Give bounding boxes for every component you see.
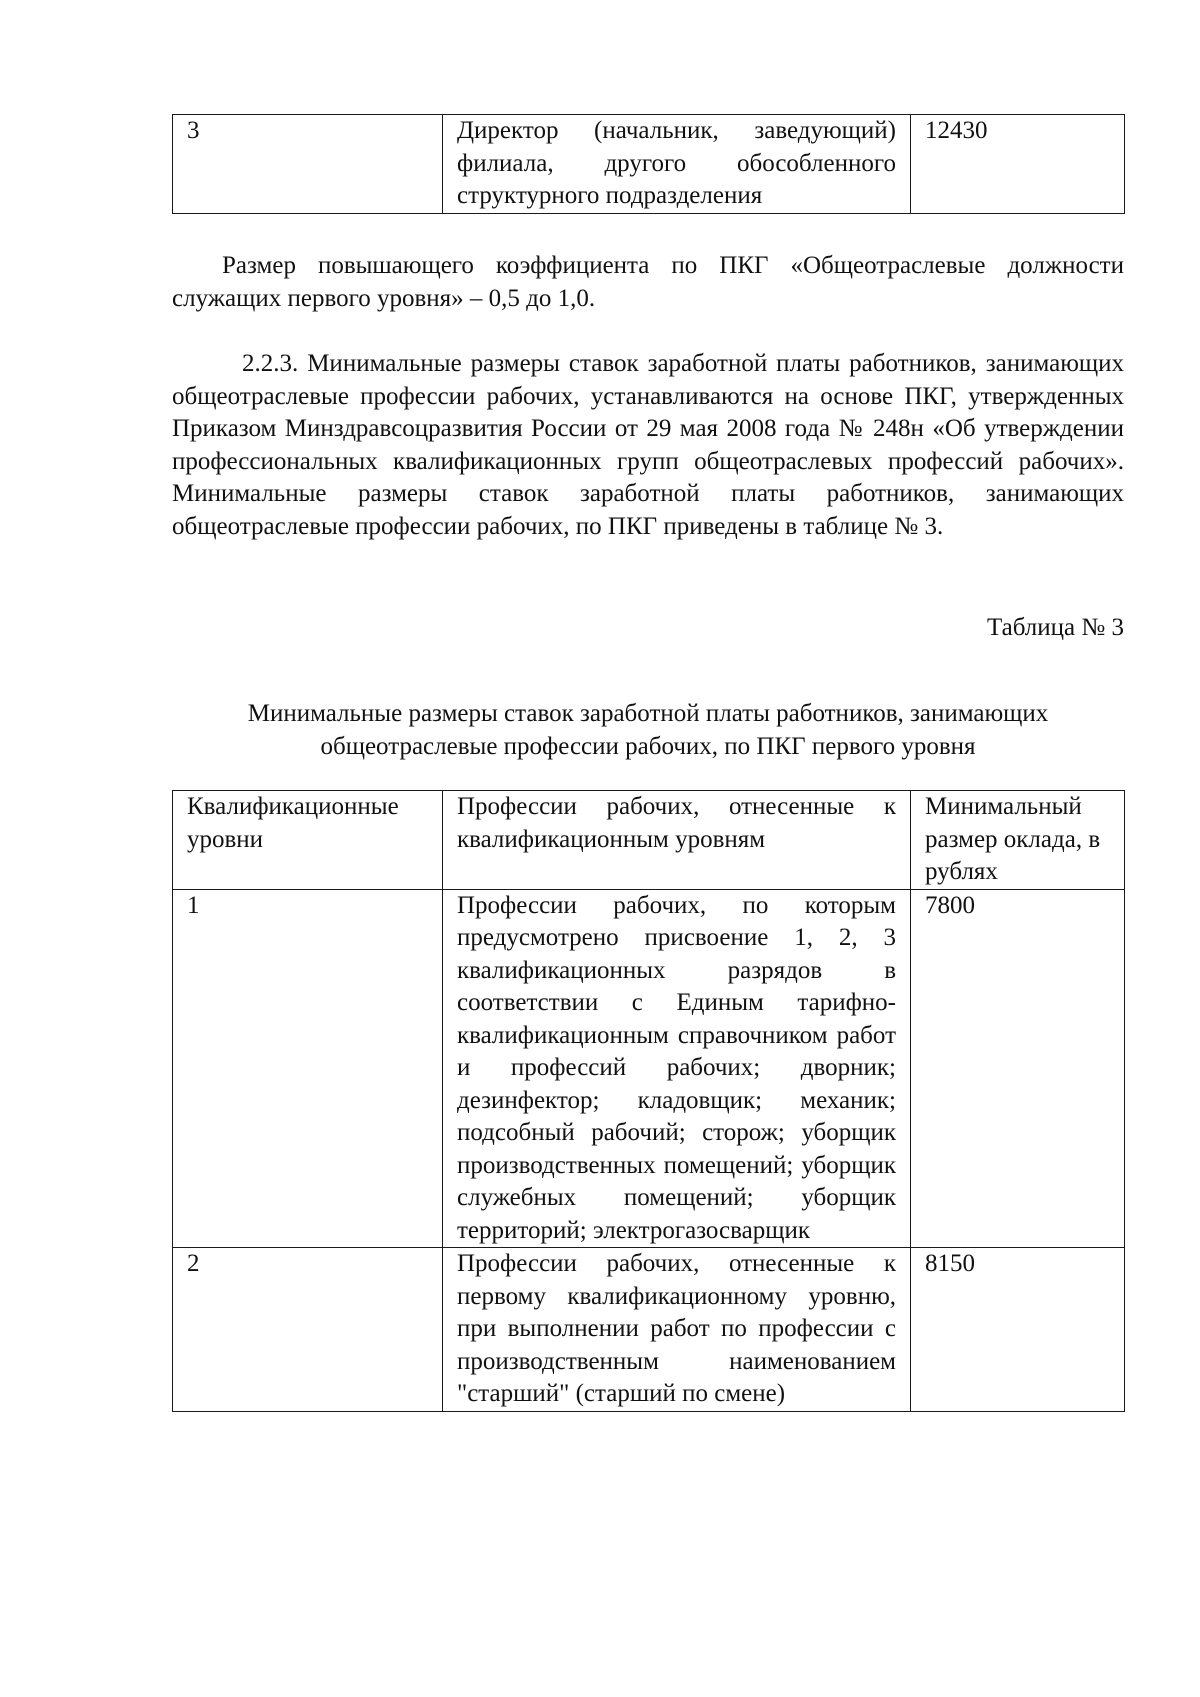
header-levels: Квалификационные уровни [173, 791, 443, 890]
level-cell: 1 [173, 889, 443, 1248]
salary-cell: 8150 [911, 1248, 1125, 1412]
table-row [173, 889, 1125, 1248]
salary-cell: 7800 [911, 889, 1125, 1248]
table-number-label: Таблица № 3 [986, 614, 1124, 641]
table-header-row [173, 791, 1125, 890]
salary-table [172, 790, 1125, 1412]
level-cell: 3 [173, 115, 443, 214]
position-cell: Директор (начальник, заведующий) филиала, другого обособленного структурного подразделения [443, 115, 911, 214]
professions-cell: Профессии рабочих, по которым предусмотрено присвоение 1, 2, 3 квалификационных разрядов в соответствии с Единым тарифно-квалификационным справочником работ и профессий рабочих; дворник; дезинфектор; кладовщик; механик; подсобный рабочий; сторож; уборщик производственных помещений; уборщик служебных помещений; уборщик территорий; электрогазосварщик [443, 889, 911, 1248]
salary-cell: 12430 [911, 115, 1125, 214]
professions-cell: Профессии рабочих, отнесенные к первому квалификационному уровню, при выполнении работ по профессии с производственным наименованием "старший" (старший по смене) [443, 1248, 911, 1412]
table-caption: Минимальные размеры ставок заработной платы работников, занимающих общеотраслевые профессии рабочих, по ПКГ первого уровня [247, 700, 1049, 760]
continuation-table [172, 114, 1125, 214]
header-salary: Минимальный размер оклада, в рублях [911, 791, 1125, 890]
table-row [173, 115, 1125, 214]
section-2-2-3-paragraph: 2.2.3. Минимальные размеры ставок заработной платы работников, занимающих общеотраслевые профессии рабочих, устанавливаются на основе ПКГ, утвержденных Приказом Минздравсоцразвития России от 29 мая 2008 года № 248н «Об утверждении профессиональных квалификационных групп общеотраслевых профессий рабочих». Минимальные размеры ставок заработной платы работников, занимающих общеотраслевые профессии рабочих, по ПКГ приведены в таблице № 3. [172, 350, 1124, 540]
coefficient-paragraph: Размер повышающего коэффициента по ПКГ «Общеотраслевые должности служащих первого уровня» – 0,5 до 1,0. [172, 252, 1124, 312]
header-professions: Профессии рабочих, отнесенные к квалификационным уровням [443, 791, 911, 890]
table-row [173, 1248, 1125, 1412]
level-cell: 2 [173, 1248, 443, 1412]
